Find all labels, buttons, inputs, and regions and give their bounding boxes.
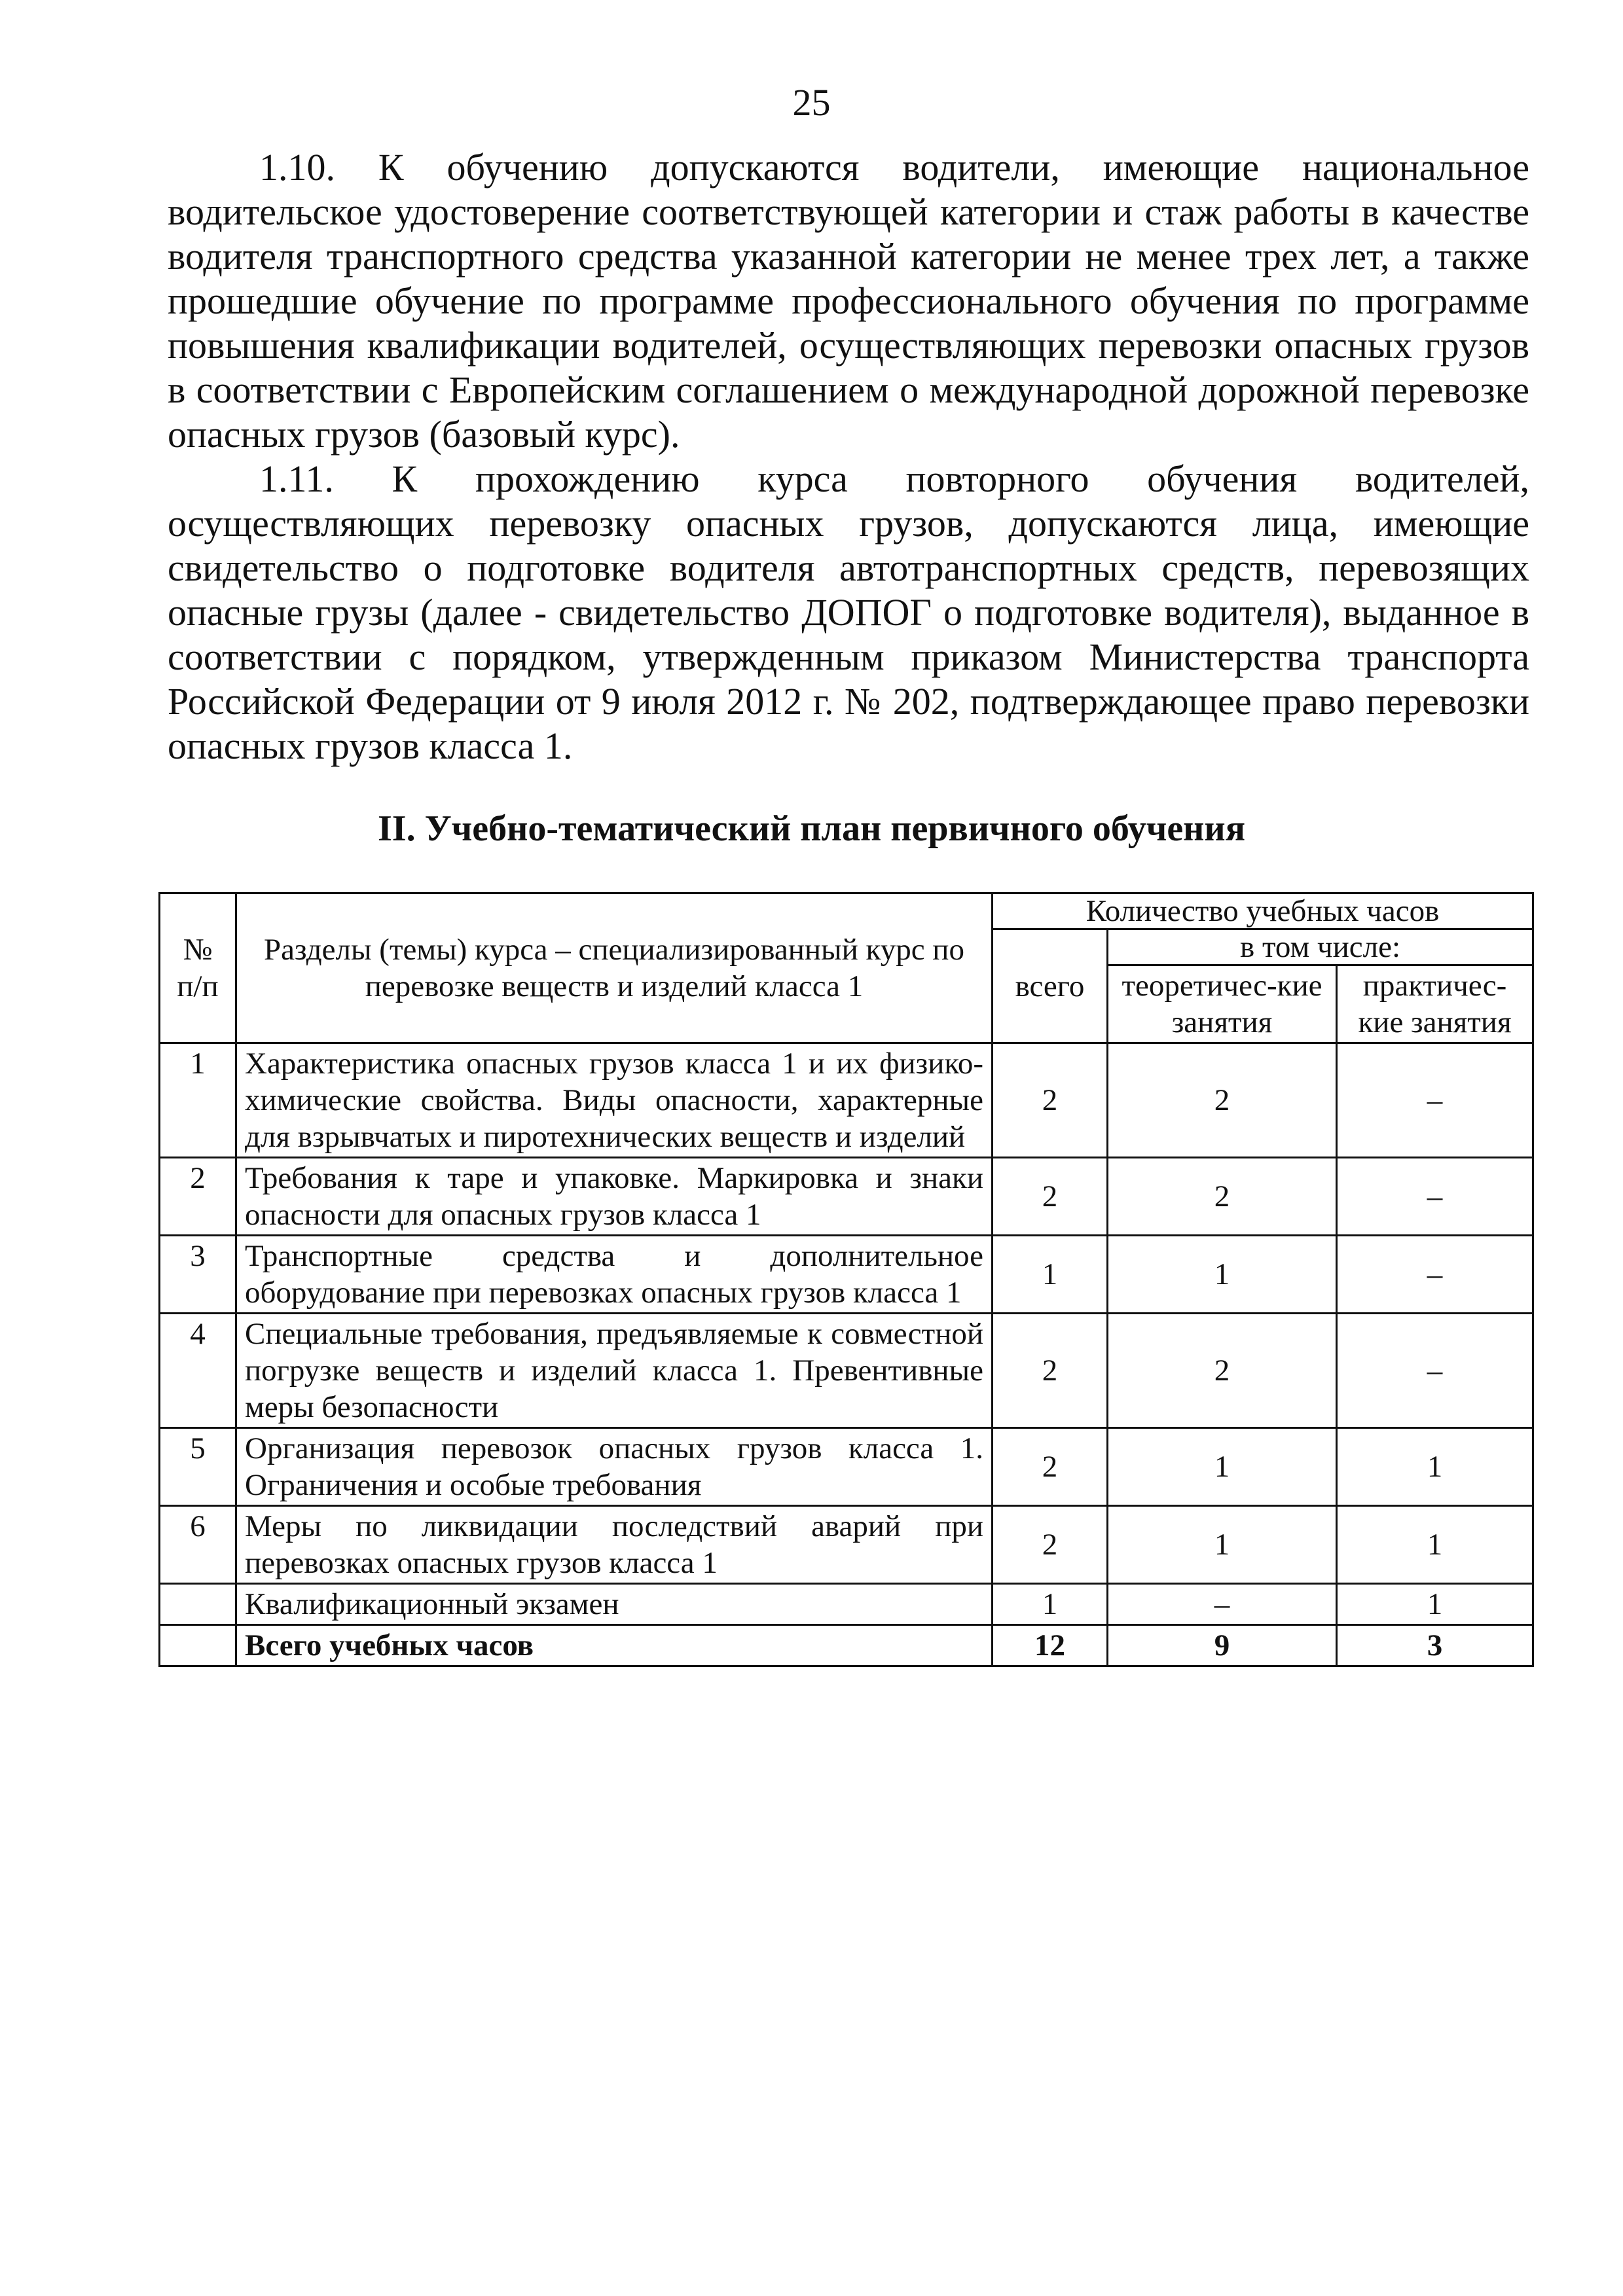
header-theory: теоретичес-кие занятия [1108,965,1337,1043]
row-practice: – [1337,1043,1533,1158]
row-topic: Меры по ликвидации последствий аварий при перевозках опасных грузов класса 1 [236,1506,993,1584]
row-number: 5 [160,1428,236,1506]
section-title: II. Учебно-тематический план первичного обучения [378,808,1245,849]
row-total: 1 [993,1584,1108,1625]
row-theory: 1 [1108,1506,1337,1584]
table-header [160,893,1533,1043]
row-number: 4 [160,1314,236,1428]
header-including: в том числе: [1108,929,1533,965]
table-body [160,1043,1533,1666]
row-theory: 2 [1108,1043,1337,1158]
header-total: всего [993,929,1108,1043]
total-row-theory: 9 [1108,1625,1337,1666]
row-theory: 1 [1108,1428,1337,1506]
table-total-row [160,1625,1533,1666]
row-total: 2 [993,1043,1108,1158]
header-hours-group: Количество учебных часов [993,893,1533,929]
row-theory: 2 [1108,1158,1337,1236]
total-row-total: 12 [993,1625,1108,1666]
row-topic: Транспортные средства и дополнительное оборудование при перевозках опасных грузов класса 1 [236,1236,993,1314]
row-practice: 1 [1337,1584,1533,1625]
row-practice: 1 [1337,1428,1533,1506]
header-number: № п/п [160,893,236,1043]
row-total: 2 [993,1428,1108,1506]
table-row [160,1584,1533,1625]
row-topic: Организация перевозок опасных грузов класса 1. Ограничения и особые требования [236,1428,993,1506]
row-total: 2 [993,1506,1108,1584]
row-total: 2 [993,1158,1108,1236]
table-row [160,1506,1533,1584]
row-practice: – [1337,1236,1533,1314]
paragraph-1-11: 1.11. К прохождению курса повторного обучения водителей, осуществляющих перевозку опасных грузов, допускаются лица, имеющие свидетельство о подготовке водителя автотранспортных средств, перевозящих опасные грузы (далее - свидетельство ДОПОГ о подготовке водителя), выданное в соответствии с порядком, утвержденным приказом Министерства транспорта Российской Федерации от 9 июля 2012 г. № 202, подтверждающее право перевозки опасных грузов класса 1. [168,457,1529,767]
row-number: 3 [160,1236,236,1314]
row-practice: 1 [1337,1506,1533,1584]
study-plan-table [158,892,1534,1667]
total-row-number [160,1625,236,1666]
table-row [160,1428,1533,1506]
row-number: 2 [160,1158,236,1236]
total-row-label: Всего учебных часов [236,1625,993,1666]
row-practice: – [1337,1158,1533,1236]
row-number: 6 [160,1506,236,1584]
row-total: 1 [993,1236,1108,1314]
table-row [160,1043,1533,1158]
paragraph-1-10: 1.10. К обучению допускаются водители, имеющие национальное водительское удостоверение соответствующей категории и стаж работы в качестве водителя транспортного средства указанной категории не менее трех лет, а также прошедшие обучение по программе профессионального обучения по программе повышения квалификации водителей, осуществляющих перевозки опасных грузов в соответствии с Европейским соглашением о международной дорожной перевозке опасных грузов (базовый курс). [168,146,1529,456]
row-topic: Требования к таре и упаковке. Маркировка и знаки опасности для опасных грузов класса 1 [236,1158,993,1236]
table-row [160,1158,1533,1236]
row-theory: – [1108,1584,1337,1625]
page-number: 25 [792,81,831,124]
row-number [160,1584,236,1625]
row-topic: Характеристика опасных грузов класса 1 и их физико-химические свойства. Виды опасности, характерные для взрывчатых и пиротехнических веществ и изделий [236,1043,993,1158]
table-row [160,1314,1533,1428]
header-topic: Разделы (темы) курса – специализированный курс по перевозке веществ и изделий класса 1 [236,893,993,1043]
row-number: 1 [160,1043,236,1158]
row-theory: 2 [1108,1314,1337,1428]
table-row [160,1236,1533,1314]
row-total: 2 [993,1314,1108,1428]
row-practice: – [1337,1314,1533,1428]
row-topic: Квалификационный экзамен [236,1584,993,1625]
row-topic: Специальные требования, предъявляемые к совместной погрузке веществ и изделий класса 1. Превентивные меры безопасности [236,1314,993,1428]
row-theory: 1 [1108,1236,1337,1314]
total-row-practice: 3 [1337,1625,1533,1666]
header-practice: практичес-кие занятия [1337,965,1533,1043]
